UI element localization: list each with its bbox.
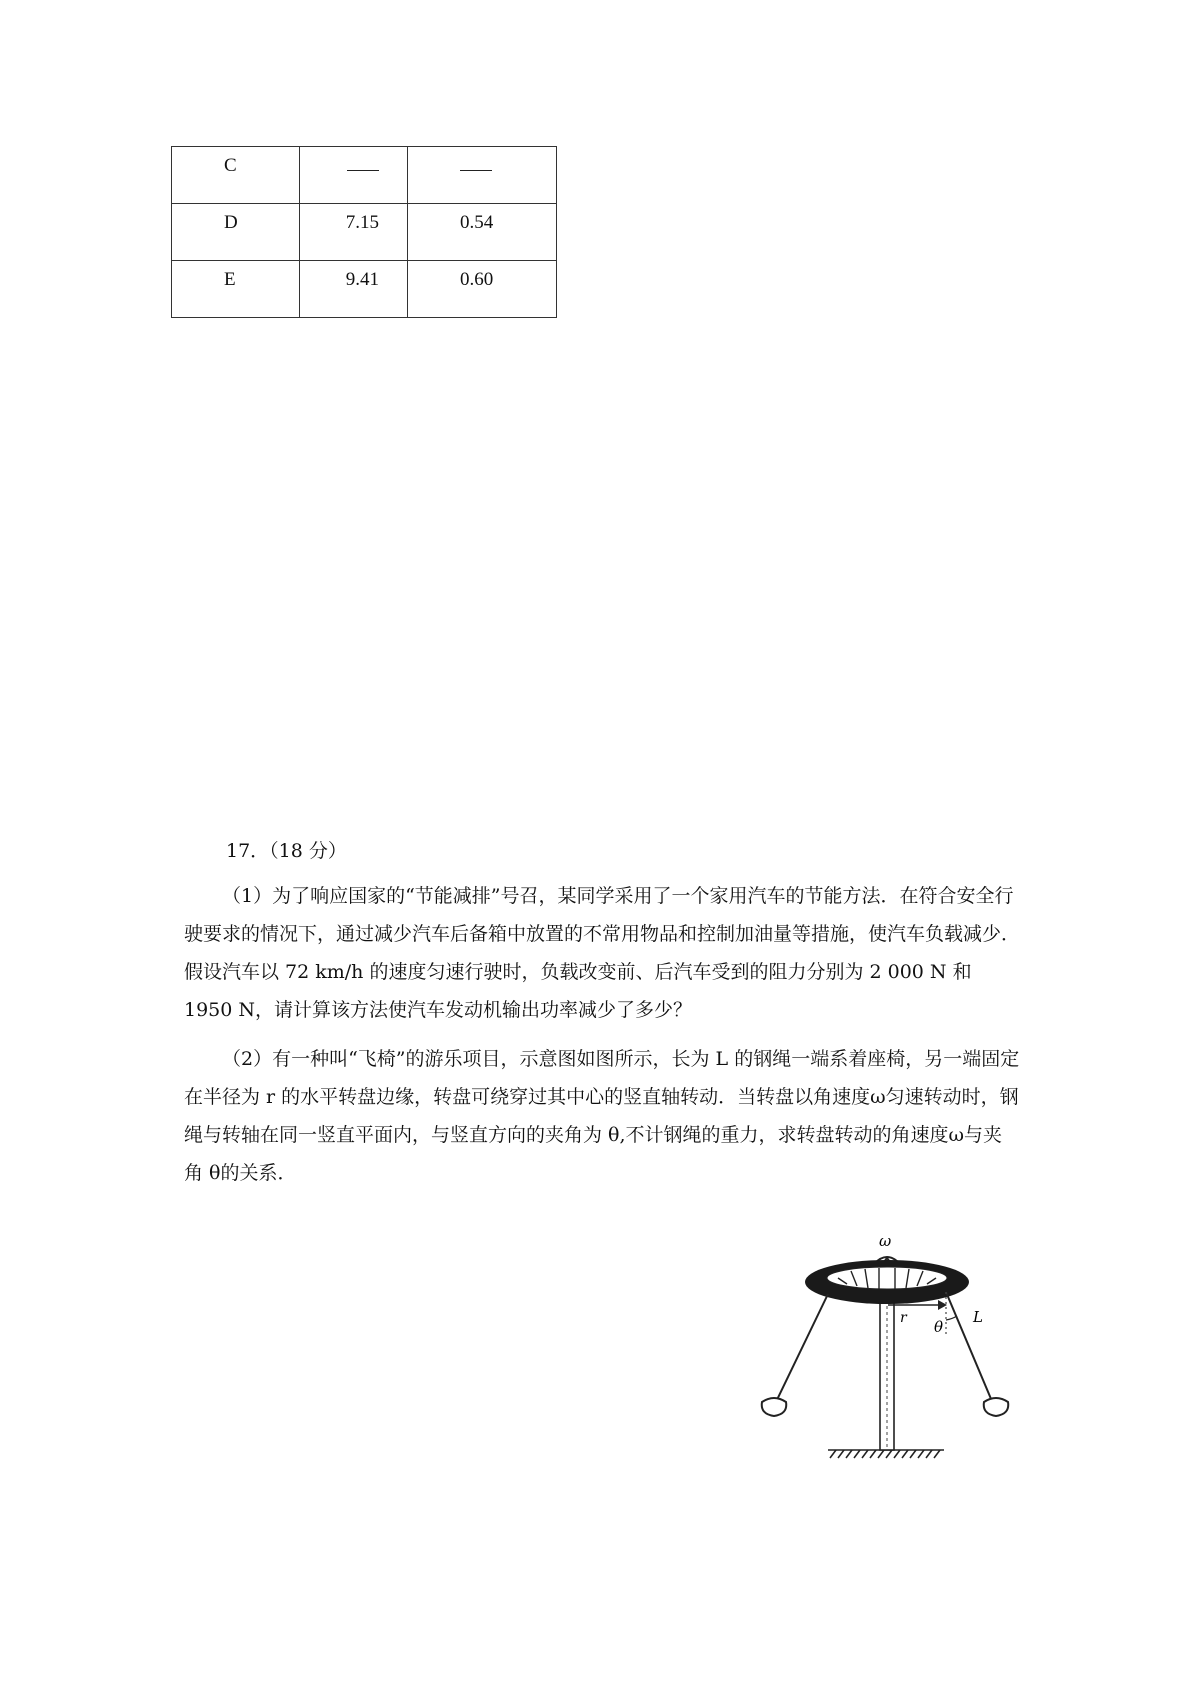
ground-hatch xyxy=(828,1450,944,1458)
row-label: E xyxy=(224,269,236,290)
flying-chair-diagram xyxy=(748,1226,1038,1466)
question-header: 17．（18 分） xyxy=(226,840,347,862)
blank-cell xyxy=(408,147,556,177)
left-chair xyxy=(762,1294,828,1416)
table-row xyxy=(172,147,557,204)
length-label: L xyxy=(973,1308,983,1326)
row-label: C xyxy=(224,155,237,176)
cell-value-2: 0.60 xyxy=(460,269,494,290)
cell-value-1: 7.15 xyxy=(345,212,379,233)
question-part-1: （1）为了响应国家的“节能减排”号召，某同学采用了一个家用汽车的节能方法．在符合安全行驶要求的情况下，通过减少汽车后备箱中放置的不常用物品和控制加油量等措施，使汽车负载减少．假设汽车以 72 km/h 的速度匀速行驶时，负载改变前、后汽车受到的阻力分别为 2 000 N 和 1950 N，请计算该方法使汽车发动机输出功率减少了多少？ xyxy=(184,885,1021,1021)
turntable-disk xyxy=(805,1260,969,1304)
cell-value-1: 9.41 xyxy=(345,269,379,290)
omega-label: ω xyxy=(879,1232,892,1250)
blank-cell xyxy=(300,147,407,177)
data-table xyxy=(171,146,557,318)
radius-label: r xyxy=(900,1310,907,1326)
theta-label: θ xyxy=(934,1318,944,1336)
row-label: D xyxy=(224,212,238,233)
vertical-shaft xyxy=(880,1298,894,1450)
cell-value-2: 0.54 xyxy=(460,212,494,233)
table-row xyxy=(172,204,557,261)
question-part-2: （2）有一种叫“飞椅”的游乐项目，示意图如图所示，长为 L 的钢绳一端系着座椅，另一端固定在半径为 r 的水平转盘边缘，转盘可绕穿过其中心的竖直轴转动．当转盘以角速度ω匀速转动时，钢绳与转轴在同一竖直平面内，与竖直方向的夹角为 θ,不计钢绳的重力，求转盘转动的角速度ω与夹角 θ的关系． xyxy=(184,1048,1020,1184)
angle-arc xyxy=(946,1316,957,1320)
table-row xyxy=(172,261,557,318)
